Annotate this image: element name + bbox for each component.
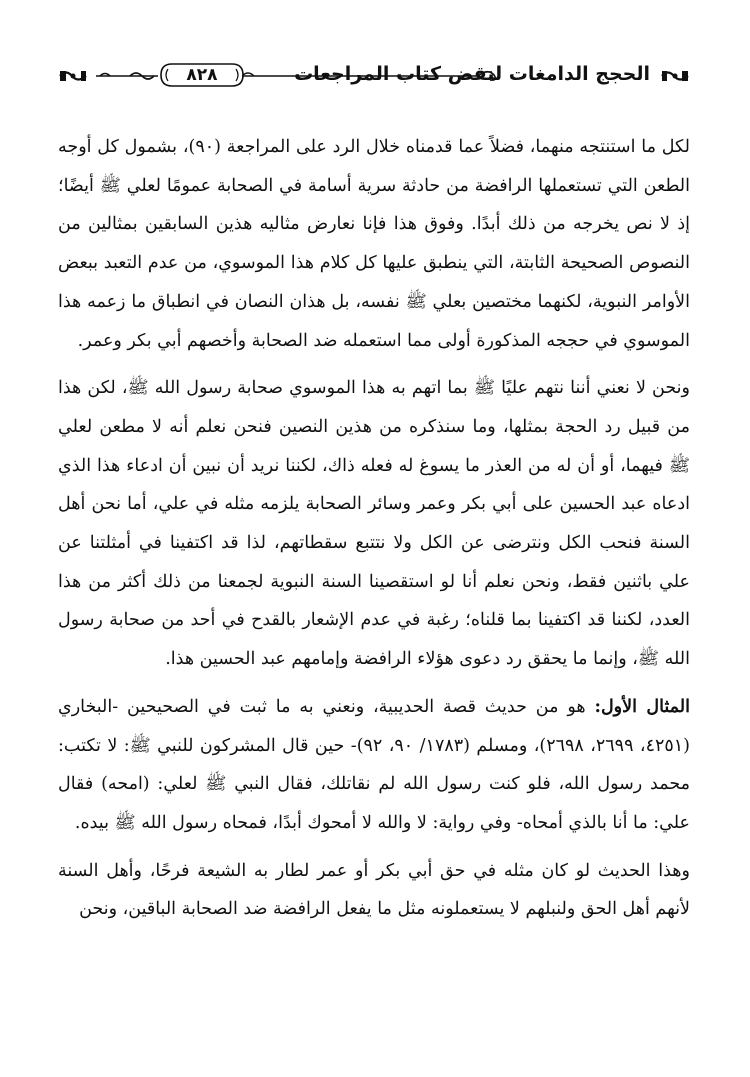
example-label: المثال الأول: bbox=[594, 696, 690, 717]
body-text bbox=[58, 128, 690, 936]
paragraph-text: هو من حديث قصة الحديبية، ونعني به ما ثبت في الصحيحين -البخاري (٤٢٥١، ٢٦٩٩، ٢٦٩٨)، ومسلم (١٧٨٣/ ٩٠، ٩٢)- حين قال المشركون للنبي ﷺ: لا تكتب: محمد رسول الله، فلو كنت رسول الله لم نقاتلك، فقال النبي ﷺ لعلي: (امحه) فقال علي: ما أنا بالذي أمحاه- وفي رواية: لا والله لا أمحوك أبدًا، فمحاه رسول الله ﷺ بيده. bbox=[58, 696, 690, 833]
paragraph-text: لكل ما استنتجه منهما، فضلاً عما قدمناه خلال الرد على المراجعة (٩٠)، بشمول كل أوجه الطعن التي تستعملها الرافضة من حادثة سرية أسامة في الصحابة عمومًا لعلي ﷺ أيضًا؛ إذ لا نص يخرجه من ذلك أبدًا. وفوق هذا فإنا نعارض مثاليه هذين السابقين بمثالين من النصوص الصحيحة الثابتة، التي ينطبق عليها كل كلام هذا الموسوي، من عدم التعبد ببعض الأوامر النبوية، لكنهما مختصين بعلي ﷺ نفسه، بل هذان النصان في انطباق ما زعمه هذا الموسوي في حججه المذكورة أولى مما استعمله ضد الصحابة وأخصهم أبي بكر وعمر. bbox=[58, 137, 690, 351]
running-header bbox=[58, 56, 690, 96]
paragraph bbox=[58, 369, 690, 679]
floral-ornament-icon bbox=[660, 68, 690, 84]
floral-ornament-icon bbox=[58, 68, 88, 84]
paragraph bbox=[58, 128, 690, 360]
paragraph-text: وهذا الحديث لو كان مثله في حق أبي بكر أو عمر لطار به الشيعة فرحًا، وأهل السنة لأنهم أهل الحق ولنبلهم لا يستعملونه مثل ما يفعل الرافضة ضد الصحابة الباقين، ونحن bbox=[58, 860, 690, 920]
page-number: ٨٢٨ bbox=[186, 65, 218, 85]
page-number-frame bbox=[158, 58, 246, 92]
decorative-line-icon bbox=[96, 68, 158, 84]
paragraph bbox=[58, 688, 690, 843]
decorative-line-icon bbox=[242, 66, 500, 86]
paragraph-text: ونحن لا نعني أننا نتهم عليًا ﷺ بما اتهم به هذا الموسوي صحابة رسول الله ﷺ، لكن هذا من قبيل رد الحجة بمثلها، وما سنذكره من هذين النصين فنحن نعلم أنه لا مطعن لعلي ﷺ فيهما، أو أن له من العذر ما يسوغ له فعله ذاك، لكننا نريد أن نبين أن ادعاء هذا الذي ادعاه عبد الحسين على أبي بكر وعمر وسائر الصحابة يلزمه مثله في علي، أما نحن أهل السنة فنحب الكل ونترضى عن الكل ولا نتتبع سقطاتهم، لذا قد اكتفينا في أمثلتنا عن علي باثنين فقط، ونحن نعلم أنا لو استقصينا السنة النبوية لجمعنا من ذلك أكثر من هذا العدد، لكننا قد اكتفينا بما قلناه؛ رغبة في عدم الإشعار بالقدح في أحد من صحابة رسول الله ﷺ، وإنما ما يحقق رد دعوى هؤلاء الرافضة وإمامهم عبد الحسين هذا. bbox=[58, 378, 690, 670]
paragraph bbox=[58, 852, 690, 929]
book-title: الحجج الدامغات لنقض كتاب المراجعات bbox=[294, 63, 650, 85]
